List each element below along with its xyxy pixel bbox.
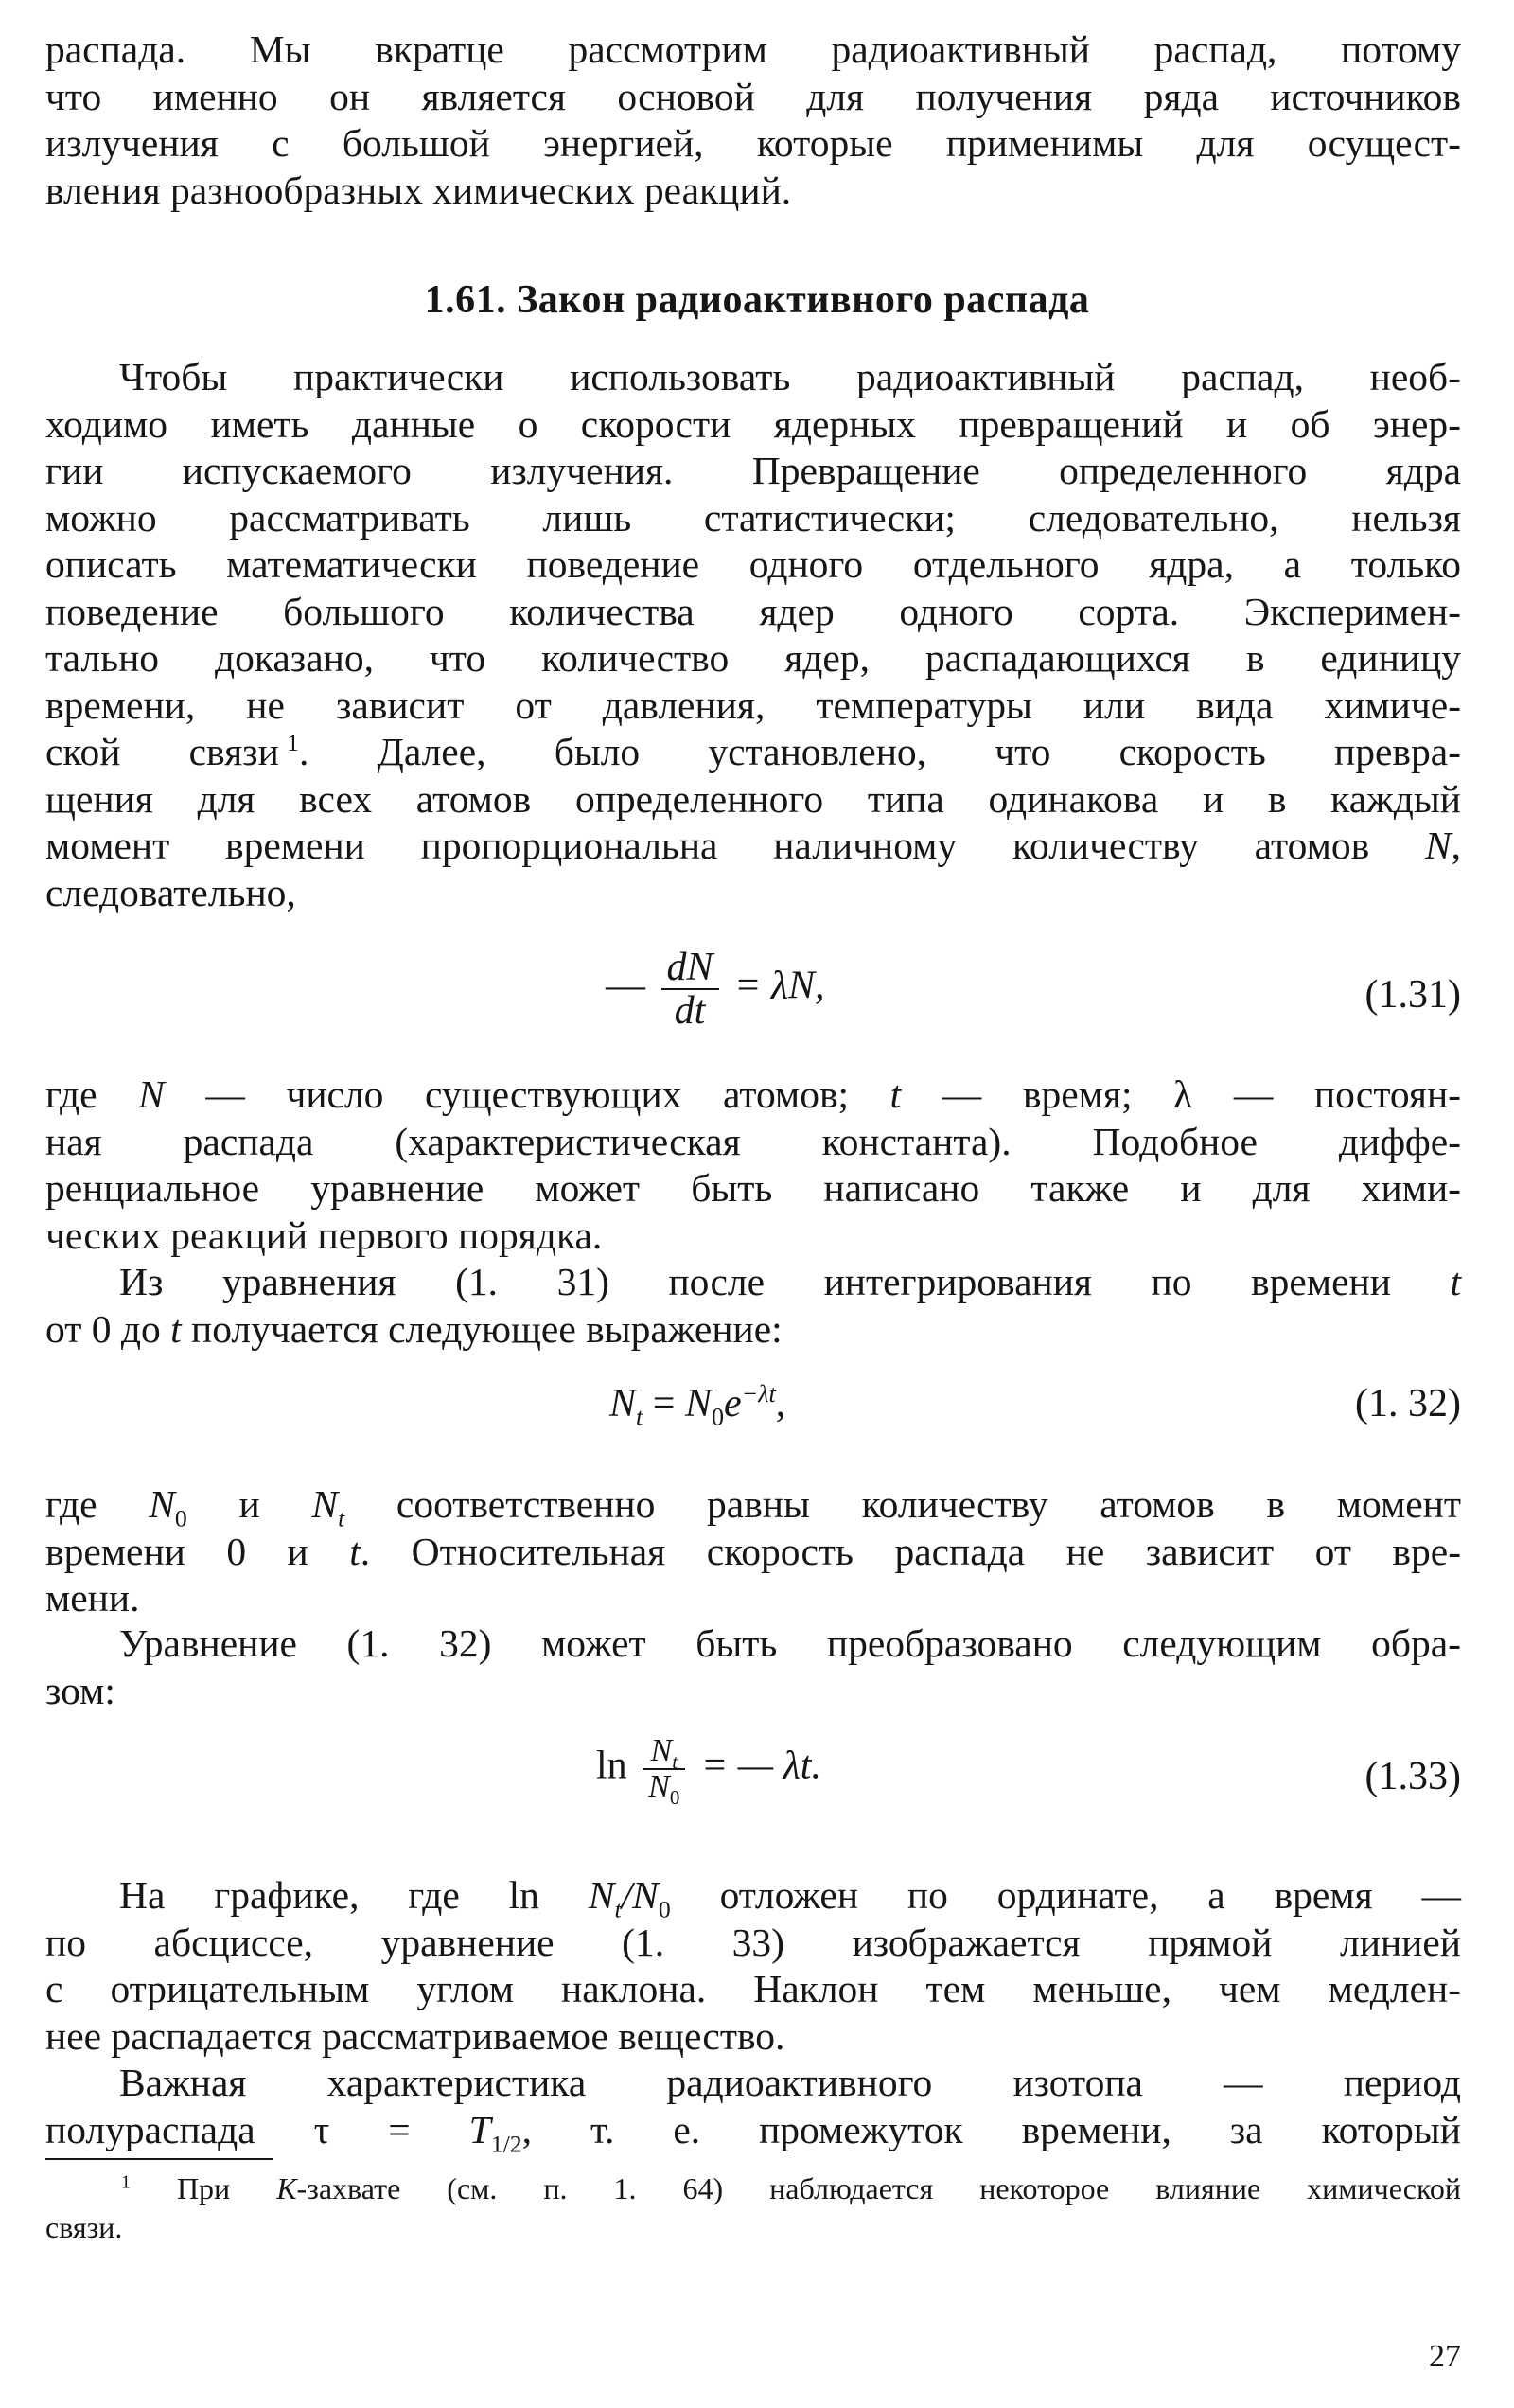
math-var: N — [650, 1733, 673, 1768]
math-subscript: t — [636, 1403, 643, 1431]
text-line: тально доказано, что количество ядер, распадающихся в единицу — [45, 636, 1461, 680]
text-span: времени 0 и — [45, 1529, 308, 1573]
text-span: На графике, где ln — [119, 1873, 539, 1917]
math-subscript: t — [338, 1504, 345, 1532]
paragraph-graph — [45, 1872, 1461, 2060]
math-subscript: 0 — [174, 1504, 187, 1532]
math-var: t — [349, 1529, 361, 1573]
fraction — [643, 1733, 685, 1809]
math-var: N — [588, 1873, 615, 1917]
math-var: K — [276, 2171, 297, 2205]
math-subscript: t — [614, 1895, 622, 1923]
text-line: времени, не зависит от давления, температуры или вида химиче- — [45, 682, 1461, 727]
equation-rhs: = — λt. — [700, 1744, 821, 1788]
text-span: где — [45, 1072, 97, 1116]
text-span: Из уравнения (1. 31) после интегрирования по времени — [119, 1260, 1391, 1303]
equation-body — [606, 947, 825, 1032]
equation-1-31 — [45, 947, 1461, 1041]
text-span: — число существующих атомов; — [205, 1072, 850, 1116]
text-span: получается следующее выражение: — [191, 1306, 783, 1351]
ln-operator: ln — [596, 1744, 627, 1788]
text-span: λ — постоян- — [1173, 1072, 1462, 1116]
paragraph-integration — [45, 1259, 1461, 1353]
equation-1-33 — [45, 1726, 1461, 1831]
text-line: Чтобы практически использовать радиоактивный распад, необ- — [119, 355, 1461, 398]
text-line: вления разнообразных химических реакций. — [45, 168, 792, 212]
text-line — [45, 729, 1461, 776]
text-line — [45, 1872, 1462, 1923]
text-line: ренциальное уравнение может быть написано также и для хими- — [45, 1166, 1461, 1210]
text-span: -захвате (см. п. 1. 64) наблюдается некоторое влияние химической — [296, 2171, 1462, 2205]
intro-paragraph — [45, 27, 1461, 214]
text-line: с отрицательным углом наклона. Наклон тем меньше, чем медлен- — [45, 1967, 1461, 2010]
text-span: , — [1451, 823, 1462, 867]
text-span: — время; — [942, 1072, 1133, 1116]
equation-rhs: = λN, — [734, 964, 825, 1008]
footnote — [45, 2169, 1461, 2247]
text-line: поведение большого количества ядер одного сорта. Эксперимен- — [45, 589, 1461, 633]
text-line: по абсциссе, уравнение (1. 33) изображается прямой линией — [45, 1920, 1461, 1964]
text-span: . Далее, было установлено, что скорость превра- — [298, 730, 1462, 773]
math-subscript: 0 — [658, 1895, 671, 1923]
text-line: что именно он является основой для получения ряда источников — [45, 74, 1461, 118]
text-span: , т. е. промежуток времени, за который — [521, 2107, 1462, 2151]
fraction — [661, 947, 719, 1032]
text-span: и — [238, 1482, 260, 1526]
paragraph-transform — [45, 1620, 1461, 1714]
equation-body — [609, 1380, 786, 1431]
text-line — [45, 2169, 1461, 2208]
minus-sign: — — [606, 964, 645, 1008]
text-line: ная распада (характеристическая константа). Подобное диффе- — [45, 1119, 1461, 1163]
text-span: от 0 до — [45, 1306, 161, 1351]
text-span: , — [775, 1382, 786, 1425]
math-var: N — [648, 1769, 670, 1804]
footnote-marker: 1 — [121, 2171, 131, 2193]
math-var: T — [468, 2107, 491, 2151]
text-line: можно рассматривать лишь статистически; следовательно, нельзя — [45, 495, 1461, 540]
section-title: 1.61. Закон радиоактивного распада — [424, 278, 1090, 322]
paragraph-half-life — [45, 2060, 1462, 2157]
paragraph-definitions — [45, 1071, 1461, 1259]
math-var: e — [723, 1382, 742, 1425]
text-line: мени. — [45, 1576, 140, 1620]
text-line: следовательно, — [45, 870, 296, 914]
paragraph-decay-rate — [45, 354, 1461, 916]
text-span: . Относительная скорость распада не зависит от вре- — [360, 1529, 1462, 1573]
text-line: щения для всех атомов определенного типа одинакова и в каждый — [45, 776, 1461, 821]
math-var: N — [138, 1072, 165, 1116]
text-span: где — [45, 1482, 97, 1526]
text-line: описать математически поведение одного отдельного ядра, а только — [45, 542, 1461, 586]
text-span: ской связи — [45, 730, 279, 773]
fraction-denominator — [643, 1769, 685, 1809]
text-line: излучения с большой энергией, которые применимы для осущест- — [45, 121, 1461, 165]
math-var: N — [684, 1382, 712, 1425]
text-line — [45, 1306, 1461, 1354]
text-span: соответственно равны количеству атомов в момент — [396, 1482, 1462, 1526]
text-line: ходимо иметь данные о скорости ядерных превращений и об энер- — [45, 401, 1461, 446]
math-var: /N — [621, 1873, 659, 1917]
fraction-numerator: dN — [661, 947, 719, 990]
math-var: N — [609, 1382, 637, 1425]
math-var: N — [311, 1482, 339, 1526]
text-line — [45, 1529, 1461, 1576]
math-var: N — [149, 1482, 175, 1526]
math-var: N — [1424, 823, 1452, 867]
equation-number: (1.33) — [1364, 1755, 1461, 1798]
text-line: связи. — [45, 2210, 123, 2244]
fraction-numerator — [643, 1733, 685, 1773]
text-line: распада. Мы вкратце рассмотрим радиоактивный распад, потому — [45, 27, 1461, 71]
math-var: t — [889, 1072, 902, 1116]
footnote-reference: 1 — [287, 729, 299, 757]
paragraph-n0-nt — [45, 1481, 1461, 1622]
text-line: Важная характеристика радиоактивного изотопа — период — [119, 2061, 1461, 2104]
equation-body — [596, 1733, 821, 1809]
math-exponent: −λt — [741, 1380, 776, 1408]
math-var: t — [1450, 1260, 1462, 1303]
text-span: отложен по ординате, а время — — [719, 1873, 1462, 1917]
math-var: t — [170, 1306, 182, 1351]
text-line — [45, 823, 1461, 870]
equation-number: (1. 32) — [1355, 1382, 1461, 1425]
equals-sign: = — [652, 1382, 676, 1425]
footnote-divider — [45, 2158, 273, 2160]
text-span: полураспада τ = — [45, 2107, 411, 2151]
text-line — [45, 1481, 1462, 1532]
text-line: зом: — [45, 1668, 115, 1712]
text-line: Уравнение (1. 32) может быть преобразовано следующим обра- — [119, 1621, 1461, 1665]
equation-1-32 — [45, 1371, 1461, 1437]
math-subscript: 0 — [669, 1785, 680, 1809]
text-line — [45, 2107, 1462, 2157]
math-subscript: 1/2 — [490, 2129, 522, 2157]
page-number: 27 — [1429, 2339, 1461, 2374]
text-line: нее распадается рассматриваемое вещество. — [45, 2013, 785, 2058]
text-span: момент времени пропорциональна наличному количеству атомов — [45, 823, 1370, 867]
text-line: гии испускаемого излучения. Превращение определенного ядра — [45, 449, 1461, 492]
equation-number: (1.31) — [1364, 973, 1461, 1017]
text-line — [45, 1071, 1461, 1119]
text-line — [45, 1259, 1461, 1306]
text-line: ческих реакций первого порядка. — [45, 1213, 603, 1257]
fraction-denominator: dt — [674, 989, 706, 1033]
math-subscript: t — [672, 1749, 678, 1773]
math-subscript: 0 — [711, 1403, 724, 1431]
text-span: При — [176, 2171, 231, 2205]
